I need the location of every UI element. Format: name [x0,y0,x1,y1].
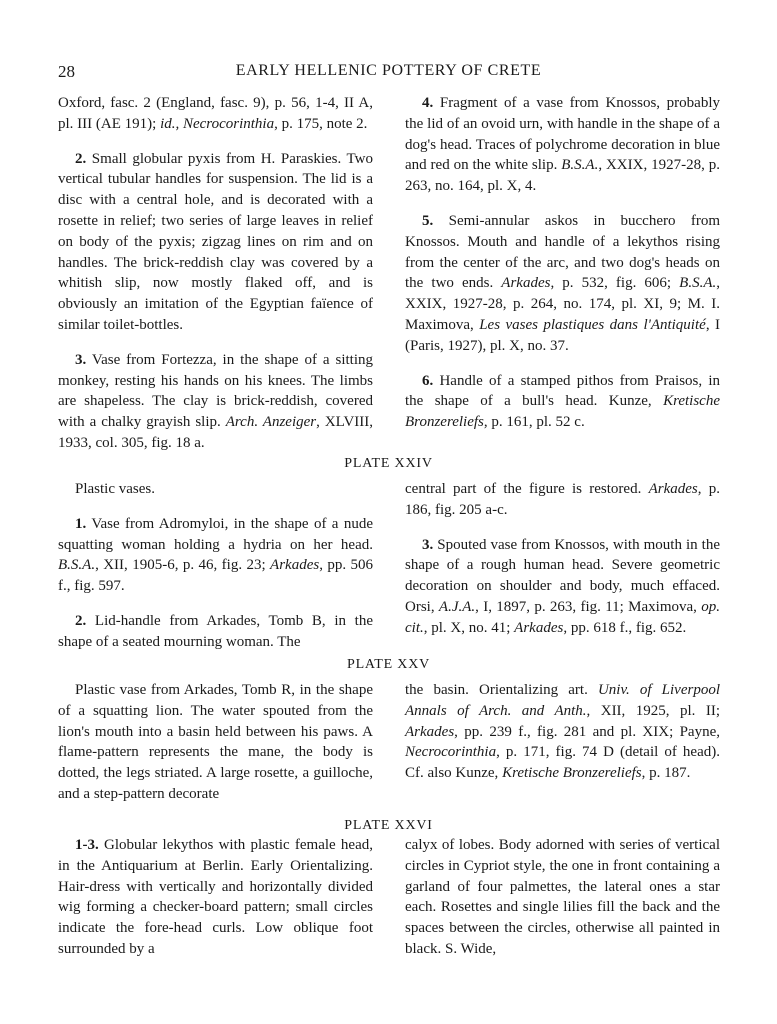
right-column [405,93,720,454]
section-plate-xxvi [58,835,720,960]
running-title: EARLY HELLENIC POTTERY OF CRETE [235,62,542,79]
paragraph: 3. Spouted vase from Knossos, with mouth in the shape of a rough human head. Severe geometric decoration on shoulder and body, much effaced. Orsi, A.J.A., I, 1897, p. 263, fig. 11; Maximova, op. cit., pl. X, no. 41; Arkades, pp. 618 f., fig. 652. [405,536,720,636]
right-column [405,835,720,960]
paragraph: 2. Small globular pyxis from H. Paraskies. Two vertical tubular handles for suspension. The lid is a disc with a central hole, and is decorated with a rosette in relief; two series of large leaves in relief on body of the pyxis; zigzag lines on rim and on handles. The brick-reddish clay was covered by a whitish slip, now mostly flaked off, and is obviously an imitation of the Egyptian faïence of similar toilet-bottles. [58,150,373,333]
paragraph: central part of the figure is restored. Arkades, p. 186, fig. 205 a-c. [405,481,721,518]
section-plate-xxiv [58,479,720,653]
paragraph: calyx of lobes. Body adorned with series of vertical circles in Cypriot style, the one in front containing a garland of four palmettes, the lateral ones a star each. Rosettes and single lilies fill the back and the spaces between the circles, otherwise all painted in black. S. Wide, [405,837,720,957]
paragraph: 4. Fragment of a vase from Knossos, probably the lid of an ovoid urn, with handle in the shape of a dog's head. Traces of polychrome decoration in blue and red on the white slip. B.S.A., XXIX, 1927-28, p. 263, no. 164, pl. X, 4. [405,95,720,195]
paragraph: 1-3. Globular lekythos with plastic female head, in the Antiquarium at Berlin. Early Orientalizing. Hair-dress with vertically and horizontally divided wig forming a checker-board pattern; small circles indicate the fore-head curls. Low oblique foot surrounded by a [58,837,373,957]
plate-heading-xxiv: PLATE XXIV [344,456,433,471]
paragraph: Plastic vases. [75,481,155,497]
paragraph: Oxford, fasc. 2 (England, fasc. 9), p. 56, 1-4, II A, pl. III (AE 191); id., Necrocorinthia, p. 175, note 2. [58,95,373,132]
left-column [58,680,373,805]
right-column [405,680,720,805]
section-continuation [58,93,720,454]
left-column [58,93,373,454]
section-plate-xxv [58,680,720,805]
paragraph: 3. Vase from Fortezza, in the shape of a sitting monkey, resting his hands on his knees. The limbs are shapeless. The clay is brick-reddish, covered with a chalky grayish slip. Arch. Anzeiger, XLVIII, 1933, col. 305, fig. 18 a. [58,351,374,451]
paragraph: 2. Lid-handle from Arkades, Tomb B, in the shape of a seated mourning woman. The [58,612,373,650]
paragraph: the basin. Orientalizing art. Univ. of Liverpool Annals of Arch. and Anth., XII, 1925, pl. II; Arkades, pp. 239 f., fig. 281 and pl. XIX; Payne, Necrocorinthia, p. 171, fig. 74 D (detail of head). Cf. also Kunze, Kretische Bronzereliefs, p. 187. [405,682,720,782]
plate-heading-xxvi: PLATE XXVI [344,818,433,833]
plate-heading-xxv: PLATE XXV [346,657,431,672]
right-column [405,479,720,653]
left-column [58,479,373,653]
page-number: 28 [58,62,75,81]
running-head [58,62,719,86]
paragraph: 1. Vase from Adromyloi, in the shape of a nude squatting woman holding a hydria on her head. B.S.A., XII, 1905-6, p. 46, fig. 23; Arkades, pp. 506 f., fig. 597. [58,515,374,595]
paragraph: 5. Semi-annular askos in bucchero from Knossos. Mouth and handle of a lekythos rising from the center of the arc, and two dog's heads on the two ends. Arkades, p. 532, fig. 606; B.S.A., XXIX, 1927-28, p. 264, no. 174, pl. XI, 9; M. I. Maximova, Les vases plastiques dans l'Antiquité, I (Paris, 1927), pl. X, no. 37. [405,212,720,354]
paragraph: 6. Handle of a stamped pithos from Praisos, in the shape of a bull's head. Kunze, Kretische Bronzereliefs, p. 161, pl. 52 c. [405,372,720,431]
paragraph: Plastic vase from Arkades, Tomb R, in the shape of a squatting lion. The water spouted from the lion's mouth into a basin held between his paws. A flame-pattern represents the mane, the body is dotted, the legs striated. A large rosette, a guilloche, and a step-pattern decorate [58,682,373,802]
left-column [58,835,373,960]
